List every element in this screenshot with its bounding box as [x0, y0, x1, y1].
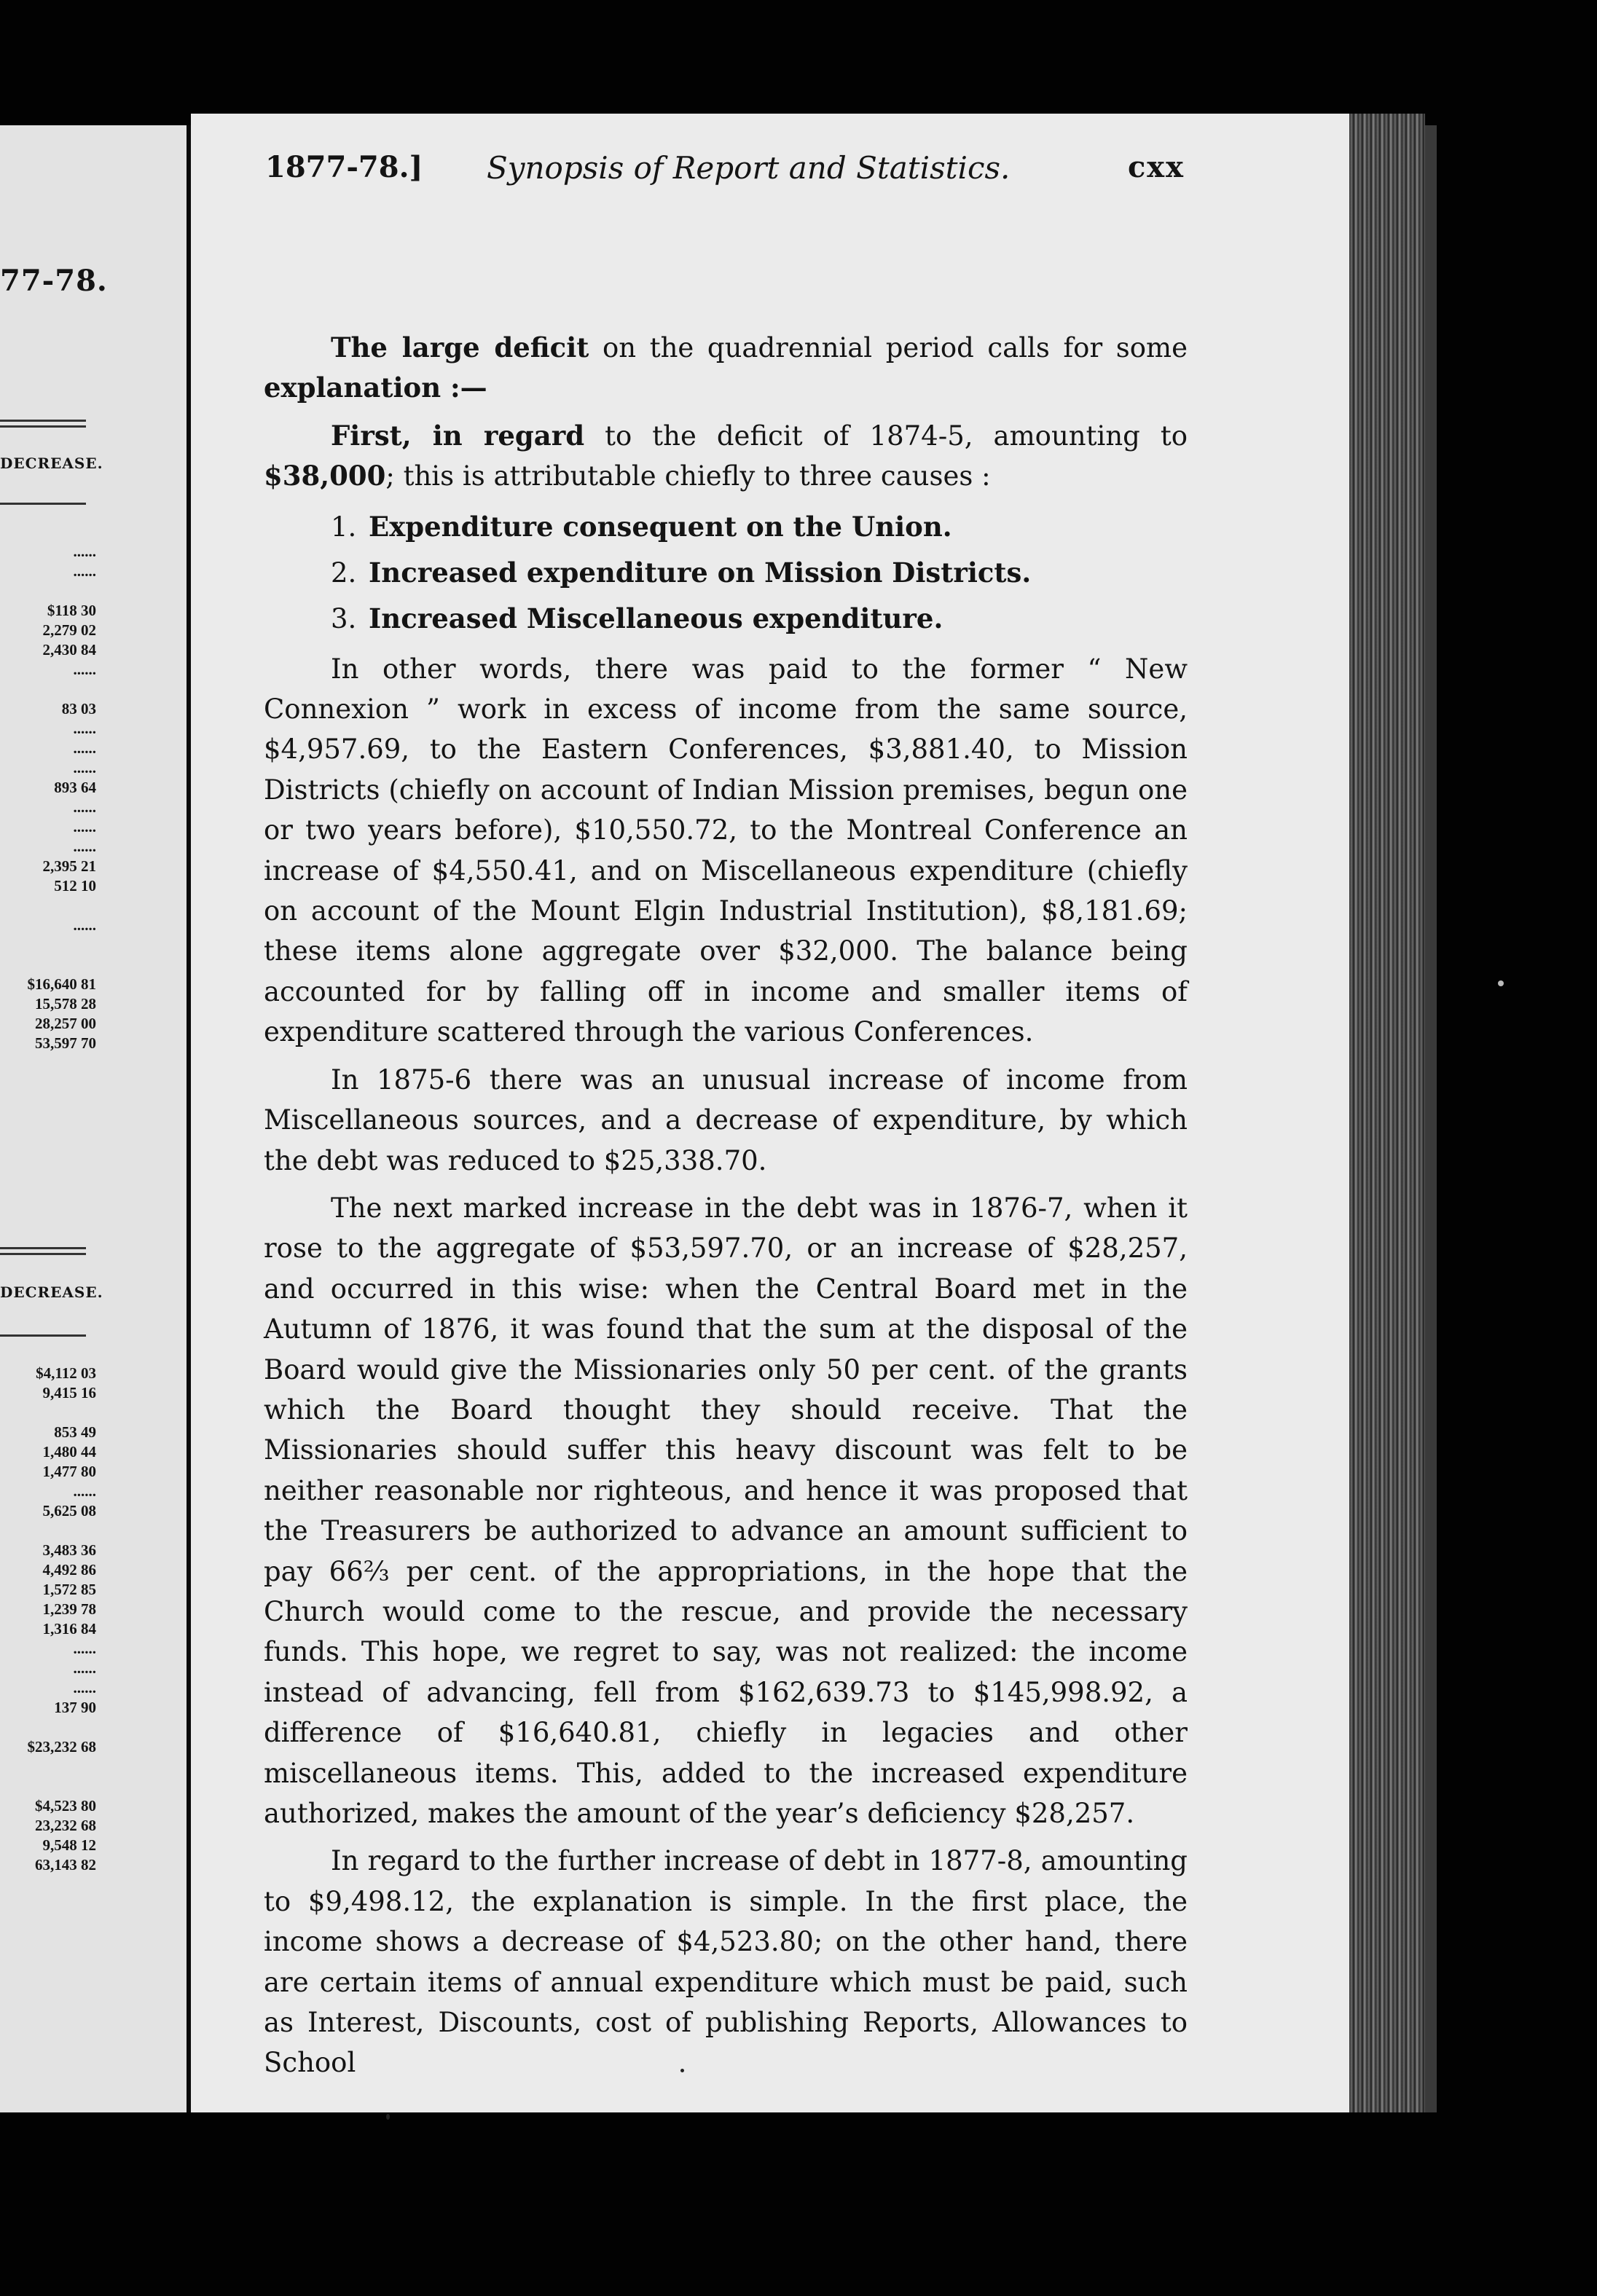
- list-item-text: Expenditure consequent on the Union.: [369, 510, 952, 543]
- bold-lead: The large deficit: [331, 331, 589, 363]
- paragraph: In 1875-6 there was an unusual increase of income from Miscellaneous sources, and a decrease of expenditure, by which the debt was reduced to $25,338.70.: [264, 1064, 1188, 1176]
- scan-speck: [1498, 980, 1504, 986]
- left-page-fragment: [0, 125, 191, 2112]
- table-rule: [0, 503, 86, 505]
- running-head-title: Synopsis of Report and Statistics.: [487, 150, 1011, 186]
- page-block-edge: [1349, 114, 1425, 2112]
- table-rule: [0, 1247, 86, 1249]
- list-item-text: Increased Miscellaneous expenditure.: [369, 602, 943, 634]
- paragraph: [264, 416, 1188, 497]
- scan-speck: [386, 2114, 390, 2120]
- scan-speck: [680, 2069, 684, 2072]
- bold-lead: First, in regard: [331, 419, 585, 452]
- left-page-running-head: 77-78.: [0, 264, 108, 298]
- paragraph: The next marked increase in the debt was in 1876-7, when it rose to the aggregate of $53,597.70, or an increase of $28,257, and occurred in this wise: when the Central Board met in the Autumn of 1876, it was found that the sum at the disposal of the Board would give the Missionaries only 50 per cent. of the grants which the Board thought they should receive. That the Missionaries should suffer this heavy discount was felt to be neither reasonable nor righteous, and hence it was proposed that the Treasurers be authorized to advance an amount sufficient to pay 66⅔ per cent. of the appropriations, in the hope that the Church would come to the rescue, and provide the necessary funds. This hope, we regret to say, was not realized: the income instead of advancing, fell from $162,639.73 to $145,998.92, a difference of $16,640.81, chiefly in legacies and other miscellaneous items. This, added to the increased expenditure authorized, makes the amount of the year’s deficiency $28,257.: [264, 1192, 1188, 1829]
- causes-list: [264, 504, 1188, 642]
- paragraph-text: to the deficit of 1874-5, amounting to: [584, 420, 1188, 452]
- list-number: 2.: [331, 557, 357, 589]
- list-item: [264, 596, 1188, 642]
- paragraph: [264, 328, 1188, 409]
- table-rule: [0, 420, 86, 422]
- column-header-decrease: DECREASE.: [0, 1283, 103, 1301]
- column-header-decrease: DECREASE.: [0, 455, 103, 472]
- paragraph: In regard to the further increase of debt in 1877-8, amounting to $9,498.12, the explanation is simple. In the first place, the income shows a decrease of $4,523.80; on the other hand, there are certain items of annual expenditure which must be paid, such as Interest, Discounts, cost of publishing Reports, Allowances to School: [264, 1845, 1188, 2079]
- table-rule: [0, 425, 86, 428]
- paragraph-text: on the quadrennial period calls for some: [589, 332, 1188, 363]
- table-rule: [0, 1253, 86, 1255]
- paragraph: In other words, there was paid to the former “ New Connexion ” work in excess of income from the same source, $4,957.69, to the Eastern Conferences, $3,881.40, to Mission Districts (chiefly on account of Indian Mission premises, begun one or two years before), $10,550.72, to the Montreal Conference an increase of $4,550.41, and on Miscellaneous expenditure (chiefly on account of the Mount Elgin Industrial Institution), $8,181.69; these items alone aggregate over $32,000. The balance being accounted for by falling off in income and smaller items of expenditure scattered through the various Conferences.: [264, 653, 1188, 1048]
- book-cover-edge: [1425, 125, 1437, 2112]
- bold-text: explanation :—: [264, 371, 487, 404]
- list-item-text: Increased expenditure on Mission Districts.: [369, 556, 1032, 589]
- list-item: [264, 550, 1188, 596]
- list-item: [264, 504, 1188, 550]
- page-number: cxx: [1127, 150, 1185, 184]
- body-text: [264, 328, 1188, 2091]
- decrease-values-column: $4,112 03 9,415 16 853 49 1,480 44 1,477 80 ...... 5,625 08 3,483 36 4,492 86 1,572 85 1,239 78 1,316 84 ...... ...... ...... 137 90 $23,232 68 $4,523 80 23,232 68 9,548 12 63,143 82: [27, 1364, 96, 1874]
- decrease-values-column: ...... ...... $118 30 2,279 02 2,430 84 ...... 83 03 ...... ...... ...... 893 64 ...... ...... ...... 2,395 21 512 10 ...... $16,640 81 15,578 28 28,257 00 53,597 70: [27, 543, 96, 1052]
- running-head: [265, 150, 1185, 194]
- bold-text: $38,000: [264, 460, 386, 492]
- list-number: 3.: [331, 602, 357, 634]
- table-rule: [0, 1334, 86, 1337]
- running-head-years: 1877-78.]: [265, 150, 423, 184]
- paragraph-text: ; this is attributable chiefly to three causes :: [385, 460, 991, 492]
- list-number: 1.: [331, 511, 357, 543]
